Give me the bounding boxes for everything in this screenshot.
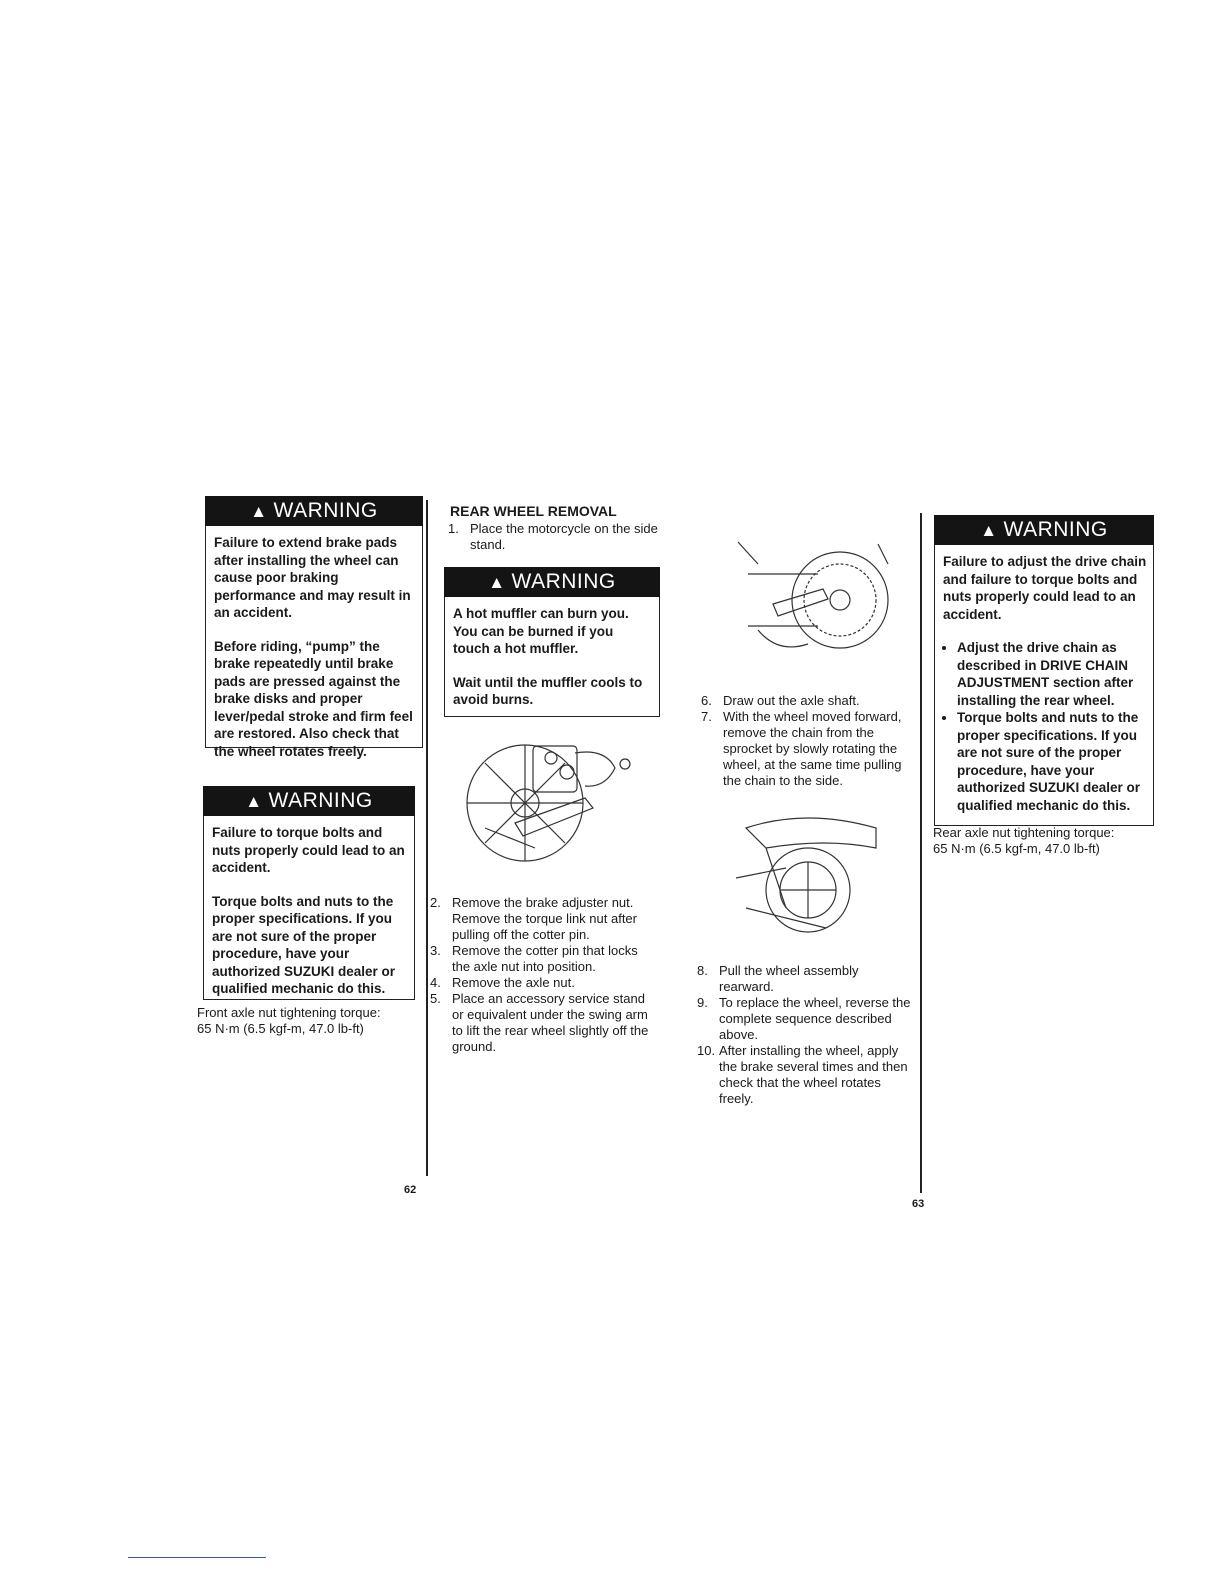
warning-header: ▲ WARNING (444, 567, 660, 597)
warning-triangle-icon: ▲ (980, 521, 998, 540)
warning-box-hot-muffler (444, 567, 660, 717)
warning-text: Torque bolts and nuts to the proper specifications. If you are not sure of the proper procedure, have your authorized SUZUKI dealer or qualified mechanic do this. (212, 893, 396, 996)
warning-text: Before riding, “pump” the brake repeatedly until brake pads are pressed against the brake disks and proper lever/pedal stroke and firm feel are restored. Also check that the wheel rotates freely. (214, 638, 413, 759)
page-number: 62 (404, 1184, 417, 1196)
step-list (430, 895, 652, 1055)
warning-header: ▲ WARNING (934, 515, 1154, 545)
step-item: 2. Remove the brake adjuster nut. Remove the torque link nut after pulling off the cotter pin. (430, 895, 637, 942)
warning-bullet-list (943, 639, 1147, 814)
front-axle-torque-spec: Front axle nut tightening torque: 65 N·m (6.5 kgf-m, 47.0 lb-ft) (197, 1005, 381, 1036)
warning-box-brake-pads (205, 496, 423, 759)
rear-axle-torque-spec: Rear axle nut tightening torque: 65 N·m (6.5 kgf-m, 47.0 lb-ft) (933, 825, 1115, 856)
warning-body (203, 816, 415, 1000)
warning-body (205, 526, 423, 759)
step-item: 4. Remove the axle nut. (430, 975, 575, 990)
warning-bullet: • Torque bolts and nuts to the proper specifications. If you are not sure of the proper procedure, have your authorized SUZUKI dealer or qualified mechanic do this. (957, 709, 1147, 814)
warning-body (444, 597, 660, 717)
step-item: 9. To replace the wheel, reverse the complete sequence described above. (697, 995, 911, 1042)
warning-header: ▲ WARNING (205, 496, 423, 526)
column-divider (920, 513, 922, 1193)
warning-bullet: • Adjust the drive chain as described in DRIVE CHAIN ADJUSTMENT section after installing the rear wheel. (957, 639, 1147, 709)
step-item: 1. Place the motorcycle on the side stand. (448, 521, 658, 552)
step-item: 7. With the wheel moved forward, remove the chain from the sprocket by slowly rotating the wheel, at the same time pulling the chain to the side. (701, 709, 902, 788)
warning-text: Failure to adjust the drive chain and failure to torque bolts and nuts properly could lead to an accident. (943, 554, 1147, 622)
step-item: 3. Remove the cotter pin that locks the axle nut into position. (430, 943, 638, 974)
warning-text: Failure to torque bolts and nuts properly could lead to an accident. (212, 825, 405, 875)
footer-rule (128, 1557, 266, 1558)
warning-header: ▲ WARNING (203, 786, 415, 816)
column-divider (426, 500, 428, 1176)
step-item: 10. After installing the wheel, apply the brake several times and then check that the wheel rotates freely. (697, 1043, 908, 1106)
warning-triangle-icon: ▲ (250, 502, 268, 521)
page-number: 63 (912, 1198, 925, 1210)
brake-adjuster-illustration (455, 728, 645, 868)
step-list (701, 693, 919, 789)
warning-triangle-icon: ▲ (245, 792, 263, 811)
step-item: 8. Pull the wheel assembly rearward. (697, 963, 859, 994)
warning-box-drive-chain (934, 515, 1154, 826)
step-item: 6. Draw out the axle shaft. (701, 693, 860, 708)
chain-sprocket-illustration (728, 534, 900, 666)
warning-triangle-icon: ▲ (488, 573, 506, 592)
warning-text: A hot muffler can burn you. You can be burned if you touch a hot muffler. (453, 606, 629, 656)
rear-wheel-illustration (726, 808, 886, 934)
warning-text: Wait until the muffler cools to avoid burns. (453, 674, 643, 707)
section-heading: REAR WHEEL REMOVAL (450, 503, 617, 519)
warning-box-torque-bolts (203, 786, 415, 1000)
warning-text: Failure to extend brake pads after installing the wheel can cause poor braking performance and may result in an accident. (214, 535, 411, 620)
step-list (448, 521, 670, 553)
warning-body (934, 545, 1154, 826)
step-item: 5. Place an accessory service stand or equivalent under the swing arm to lift the rear wheel slightly off the ground. (430, 991, 649, 1054)
step-list (697, 963, 915, 1107)
